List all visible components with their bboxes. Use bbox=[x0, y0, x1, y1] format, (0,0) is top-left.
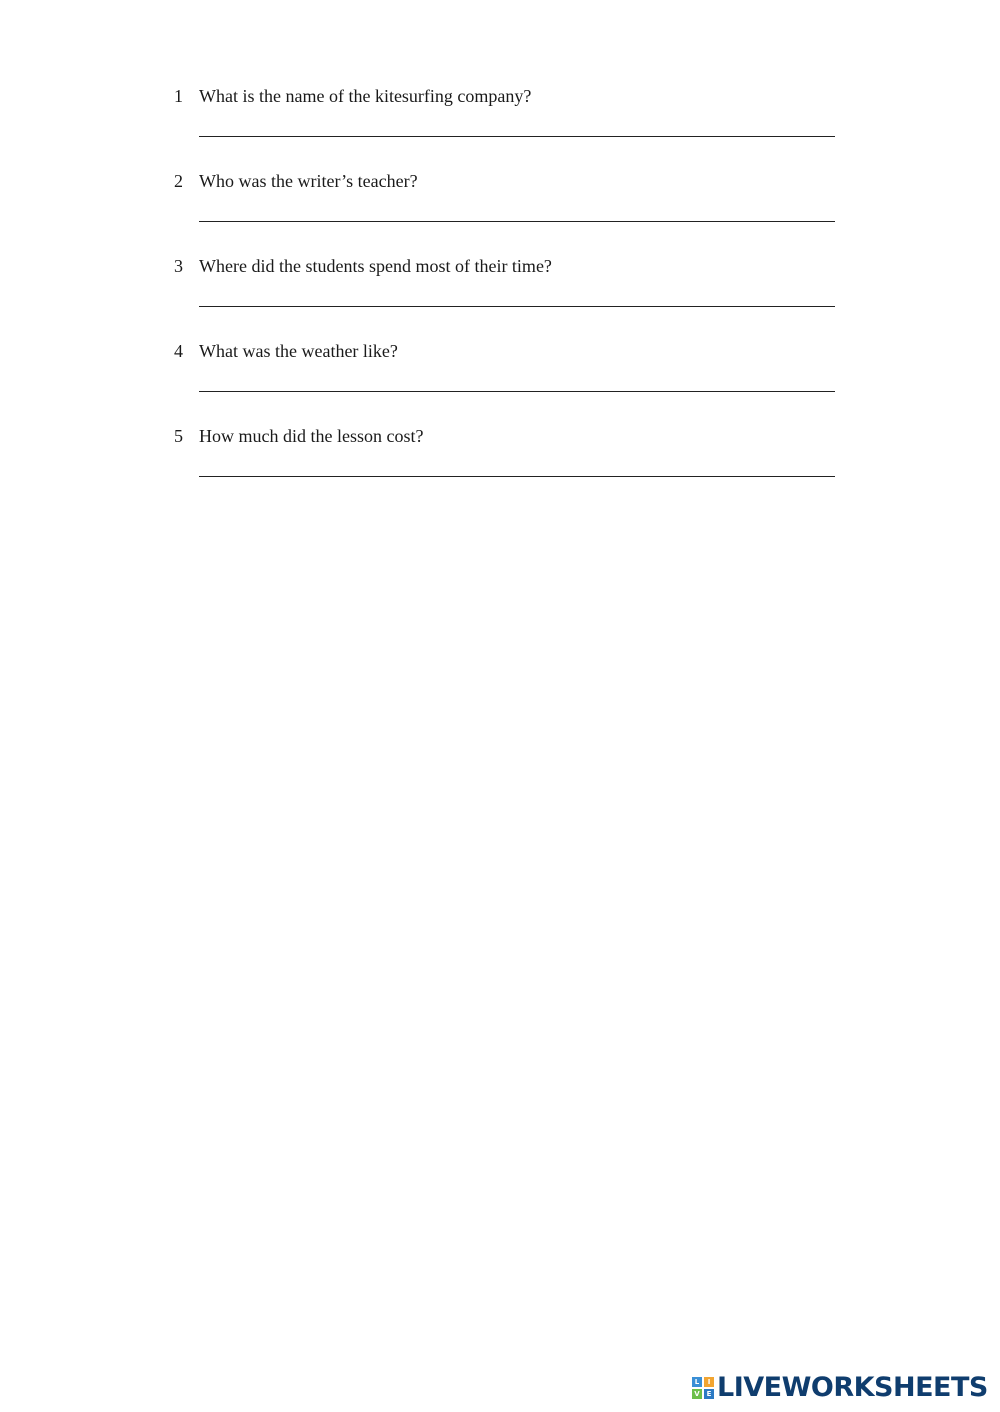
question-text: Who was the writer’s teacher? bbox=[199, 171, 418, 191]
question-text: What was the weather like? bbox=[199, 341, 398, 361]
logo-text: LIVEWORKSHEETS bbox=[717, 1372, 988, 1403]
question-number: 2 bbox=[174, 171, 183, 191]
question-text: What is the name of the kitesurfing company? bbox=[199, 86, 532, 106]
question-number: 1 bbox=[174, 86, 183, 106]
liveworksheets-logo bbox=[692, 1374, 988, 1402]
question-1 bbox=[174, 85, 836, 155]
logo-square: E bbox=[704, 1389, 714, 1399]
answer-line[interactable] bbox=[199, 136, 835, 137]
logo-square: I bbox=[704, 1377, 714, 1387]
question-text: How much did the lesson cost? bbox=[199, 426, 424, 446]
logo-square: L bbox=[692, 1377, 702, 1387]
answer-line[interactable] bbox=[199, 476, 835, 477]
question-text: Where did the students spend most of their time? bbox=[199, 256, 552, 276]
answer-line[interactable] bbox=[199, 391, 835, 392]
question-5 bbox=[174, 425, 836, 495]
question-4 bbox=[174, 340, 836, 410]
logo-square: V bbox=[692, 1389, 702, 1399]
question-number: 3 bbox=[174, 256, 183, 276]
question-number: 5 bbox=[174, 426, 183, 446]
question-2 bbox=[174, 170, 836, 240]
answer-line[interactable] bbox=[199, 221, 835, 222]
answer-line[interactable] bbox=[199, 306, 835, 307]
question-number: 4 bbox=[174, 341, 183, 361]
question-3 bbox=[174, 255, 836, 325]
logo-mark-icon bbox=[692, 1377, 714, 1399]
